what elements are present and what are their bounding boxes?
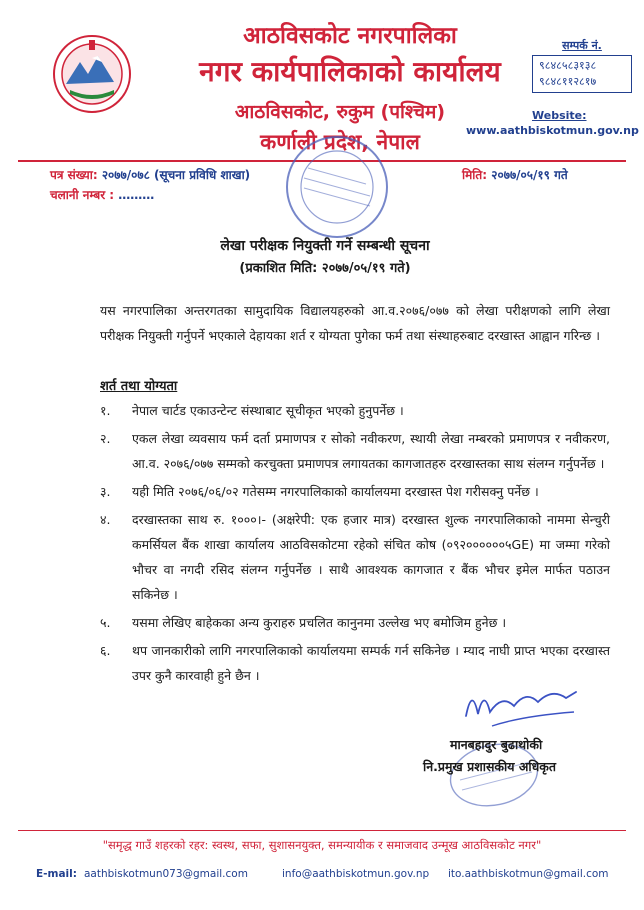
municipality-name: आठविसकोट नगरपालिका [243,23,457,49]
email-link[interactable]: ito.aathbiskotmun@gmail.com [448,868,609,880]
notice-subject: लेखा परीक्षक नियुक्ती गर्ने सम्बन्धी सूचना [220,238,430,254]
letter-date [462,166,568,183]
date-value: २०७७/०५/१९ गते [491,168,568,182]
footer-slogan: "समृद्ध गाउँ शहरको रहर: स्वस्थ, सफा, सुशासनयुक्त, समन्यायीक र समाजवाद उन्मूख आठविसकोट नगर" [102,838,542,852]
condition-item [100,507,610,607]
office-name: नगर कार्यपालिकाको कार्यालय [199,55,501,88]
footer-divider [18,830,626,831]
condition-number: २. [100,431,111,446]
handwritten-signature [462,676,582,736]
phone-number: ९८४८५८३१३८ [539,59,597,72]
condition-number: ४. [100,512,111,527]
email-link[interactable]: aathbiskotmun073@gmail.com [84,868,248,880]
signatory-name: मानबहादुर बुढाथोकी [450,737,543,752]
website-label: Website: [532,109,587,122]
letter-number [50,166,250,183]
condition-number: ३. [100,484,111,499]
dispatch-label: चलानी नम्बर : [50,188,115,202]
condition-number: १. [100,403,111,418]
letter-number-label: पत्र संख्या: [50,168,98,182]
phone-number: ९८४८११२८१७ [539,75,597,88]
condition-text: यसमा लेखिए बाहेकका अन्य कुराहरु प्रचलित कानुनमा उल्लेख भए बमोजिम हुनेछ । [132,615,507,630]
dispatch-value: ……… [118,188,155,202]
province-name: कर्णाली प्रदेश, नेपाल [260,130,420,154]
signatory-title: नि.प्रमुख प्रशासकीय अधिकृत [423,759,557,774]
conditions-heading: शर्त तथा योग्यता [100,379,178,394]
condition-text: दरखास्तका साथ रु. १०००।- (अक्षरेपी: एक हजार मात्र) दरखास्त शुल्क नगरपालिकाको नाममा सेन्चुरी कमर्सियल बैंक शाखा कार्यालय आठविसकोटमा रहेको संचित कोष (०९२००००००५GE) मा जम्मा गरेको भौचर वा नगदी रसिद संलग्न गर्नुपर्नेछ । साथै आवश्यक कागजात र बैंक भौचर इमेल मार्फत पठाउन सकिनेछ । [132,512,610,602]
condition-text: एकल लेखा व्यवसाय फर्म दर्ता प्रमाणपत्र र सोको नवीकरण, स्थायी लेखा नम्बरको प्रमाणपत्र र नवीकरण, आ.व. २०७६/०७७ सम्मको करचुक्ता प्रमाणपत्र लगायतका कागजातहरु दरखास्तका साथ संलग्न गर्नुपर्नेछ । [132,431,610,471]
notice-intro: यस नगरपालिका अन्तरगतका सामुदायिक विद्यालयहरुको आ.व.२०७६/०७७ को लेखा परीक्षणको लागि लेखा परीक्षक नियुक्ती गर्नुपर्ने भएकाले देहायका शर्त र योग्यता पुगेका फर्म तथा संस्थाहरुबाट दरखास्त आह्वान गरिन्छ । [100,303,610,343]
contact-label: सम्पर्क नं. [562,39,602,52]
condition-item [100,479,610,504]
letter-number-value: २०७७/०७८ (सूचना प्रविधि शाखा) [101,168,251,182]
office-address: आठविसकोट, रुकुम (पश्चिम) [234,101,446,123]
condition-text: नेपाल चार्टड एकाउन्टेन्ट संस्थाबाट सूचीकृत भएको हुनुपर्नेछ । [132,403,404,418]
condition-number: ५. [100,615,111,630]
contact-box [532,38,632,93]
municipality-emblem [52,34,132,114]
date-label: मिति: [462,168,488,182]
phone-list [532,55,632,93]
condition-number: ६. [100,643,111,658]
email-label: E-mail: [36,868,77,880]
condition-item [100,610,610,635]
conditions-list [100,398,610,691]
email-link[interactable]: info@aathbiskotmun.gov.np [282,868,430,880]
published-date: (प्रकाशित मिति: २०७७/०५/१९ गते) [239,261,411,276]
condition-text: यही मिति २०७६/०६/०२ गतेसम्म नगरपालिकाको कार्यालयमा दरखास्त पेश गरीसक्नु पर्नेछ । [132,484,539,499]
condition-item [100,398,610,423]
website-link[interactable]: www.aathbiskotmun.gov.np [466,124,639,137]
dispatch-number [50,186,154,203]
condition-text: थप जानकारीको लागि नगरपालिकाको कार्यालयमा सम्पर्क गर्न सकिनेछ । म्याद नाघी प्राप्त भएका दरखास्त उपर कुनै कारवाही हुने छैन । [132,643,610,683]
official-seal-stamp [282,132,392,242]
condition-item [100,426,610,476]
